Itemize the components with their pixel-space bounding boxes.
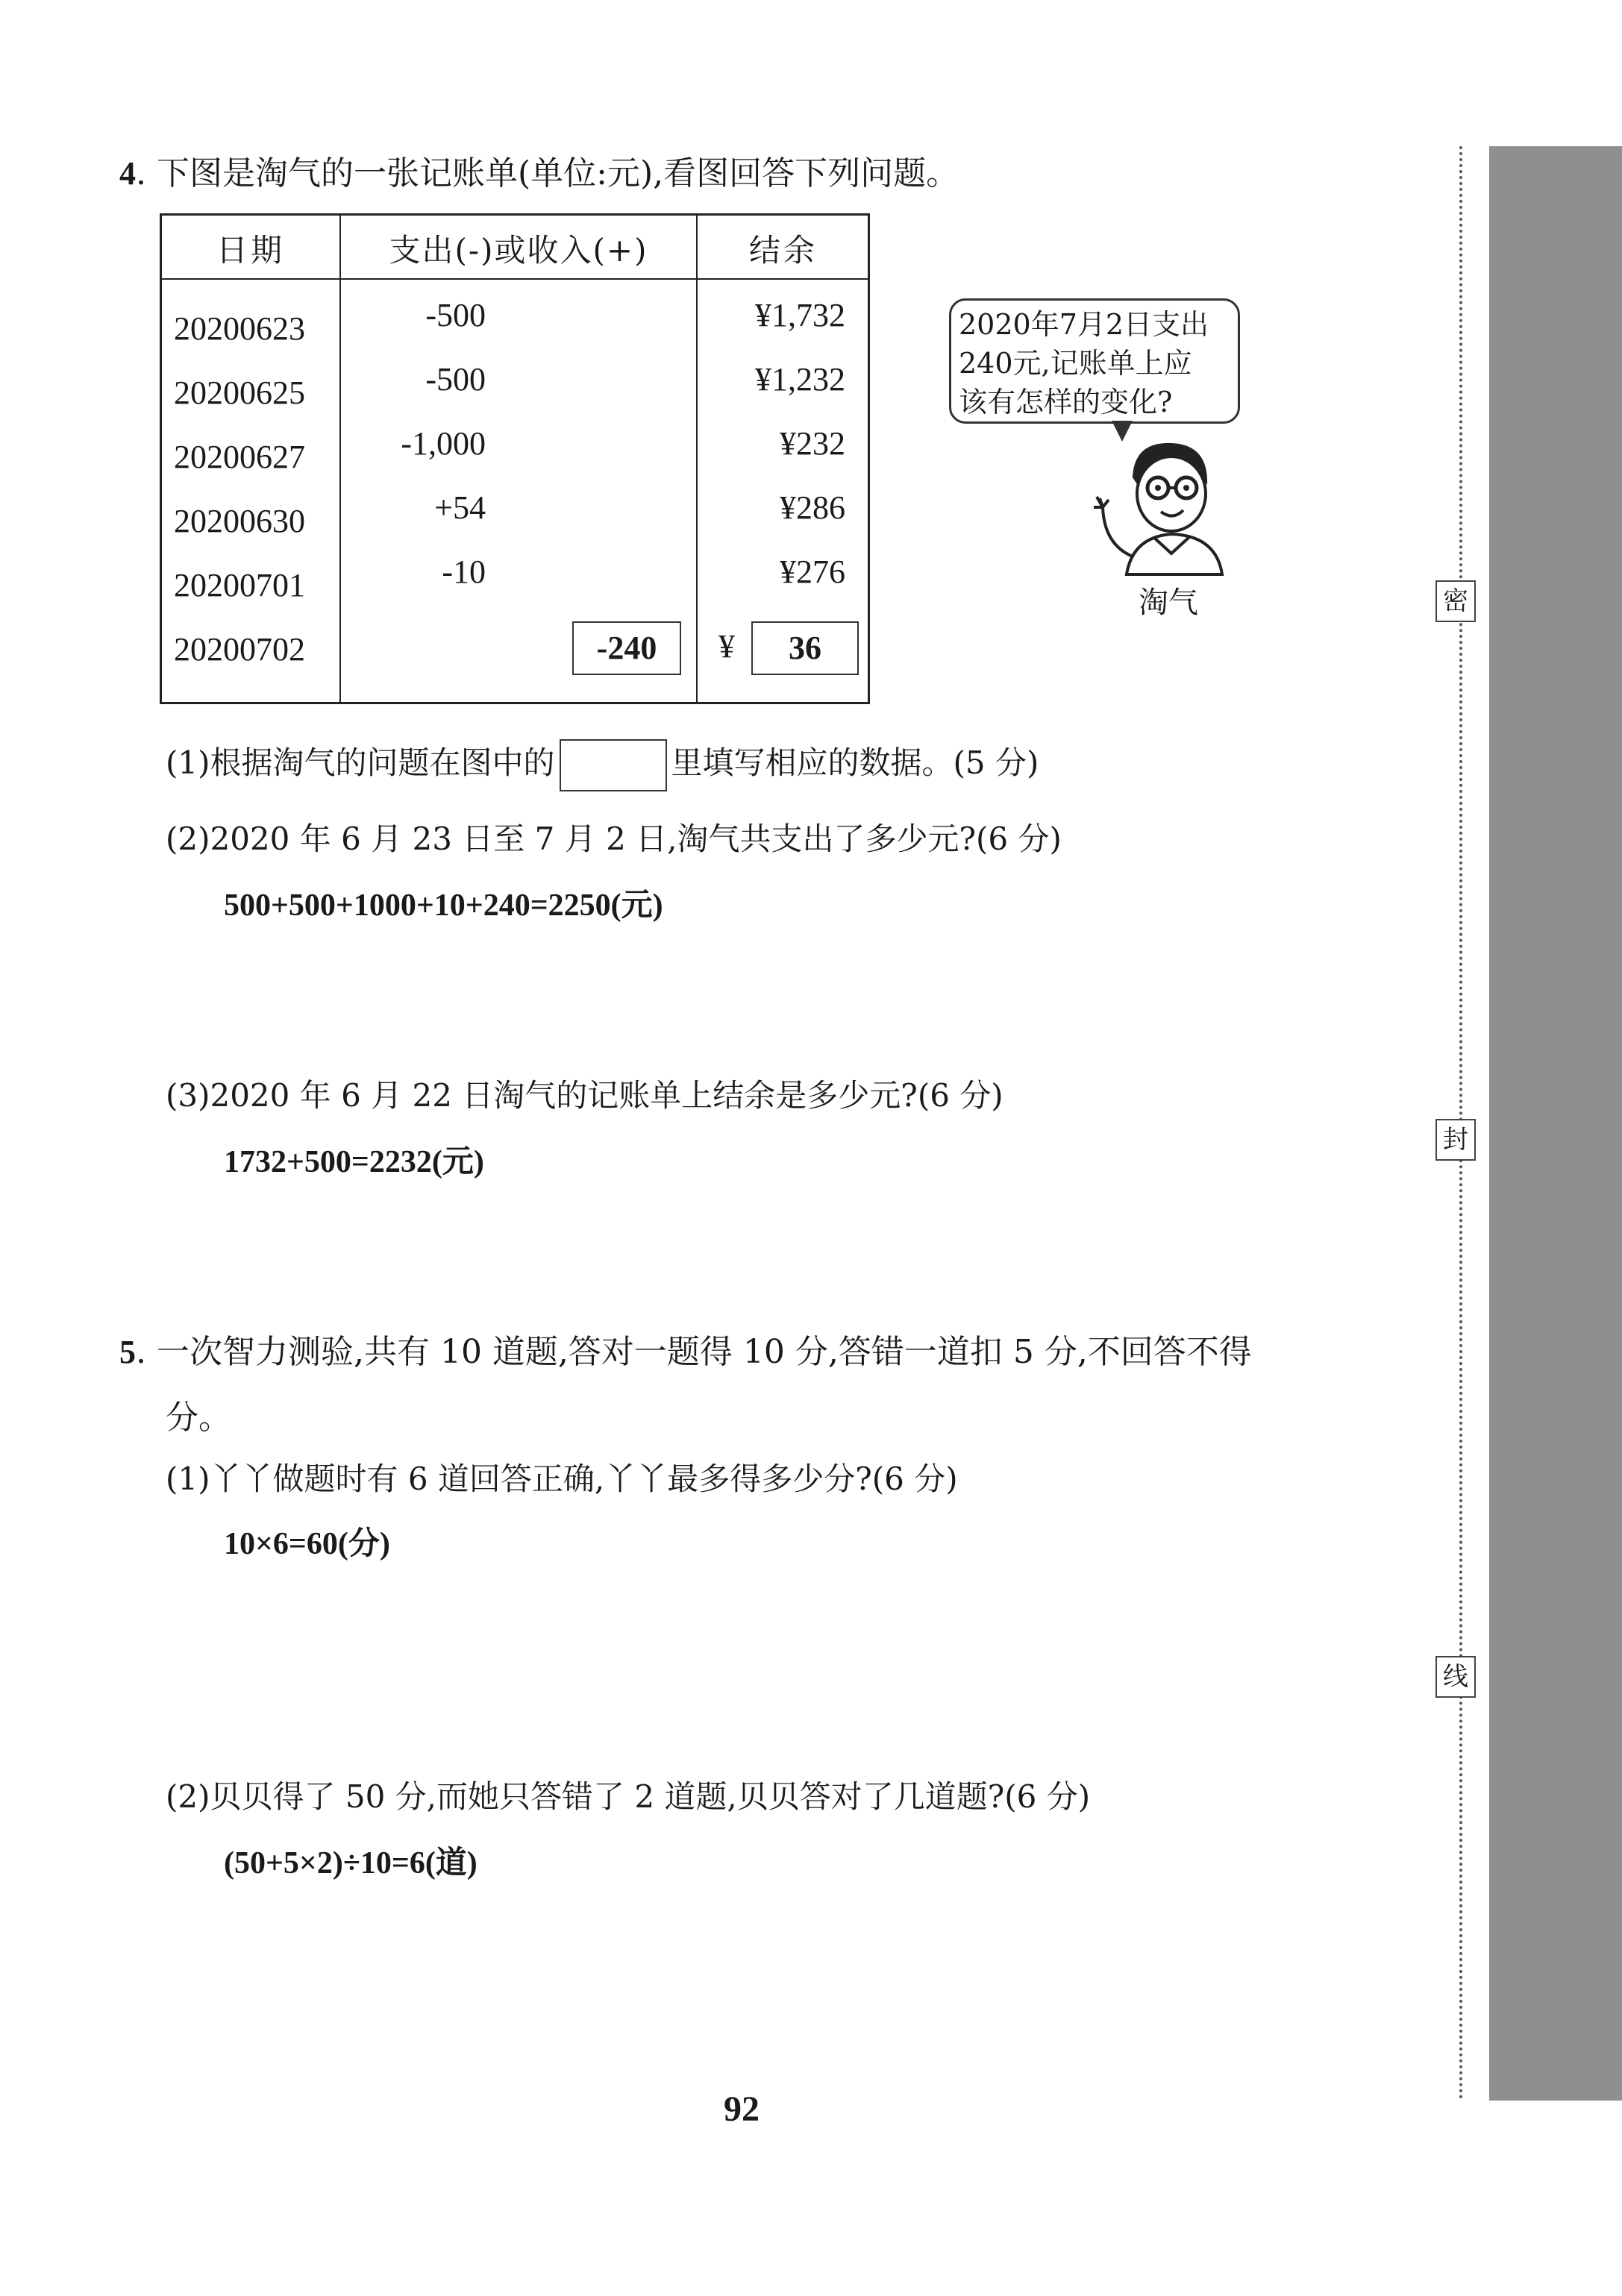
row-amount: -10 (442, 553, 486, 590)
taoqi-character-illustration (1089, 425, 1239, 589)
table-divider (339, 216, 341, 702)
q5-sub2: (2)贝贝得了 50 分,而她只答错了 2 道题,贝贝答对了几道题?(6 分) (166, 1778, 1091, 1815)
q4-title (119, 146, 959, 194)
q4-sub1 (166, 738, 1039, 791)
table-divider (696, 216, 698, 702)
row-date: 20200623 (174, 310, 305, 347)
row-date: 20200701 (174, 567, 305, 603)
q4-sub1-before: (1)根据淘气的问题在图中的 (166, 744, 555, 781)
q5-sub1-answer: 10×6=60(分) (224, 1527, 390, 1561)
row-amount: -1,000 (401, 425, 486, 462)
seal-mark-feng: 封 (1435, 1119, 1476, 1161)
balance-answer-box: 36 (751, 621, 859, 675)
q5-text-line1: . 一次智力测验,共有 10 道题,答对一题得 10 分,答错一道扣 5 分,不回答不得 (136, 1333, 1252, 1371)
bubble-line: 2020年7月2日支出 (959, 308, 1209, 341)
seal-mark-mi: 密 (1435, 580, 1476, 622)
character-name: 淘气 (1139, 586, 1198, 620)
bubble-line: 该有怎样的变化? (959, 386, 1173, 418)
q5-number: 5 (119, 1334, 136, 1370)
row-amount: -500 (425, 297, 486, 333)
row-balance: ¥276 (780, 553, 845, 590)
row-amount: +54 (434, 489, 486, 526)
q4-sub2: (2)2020 年 6 月 23 日至 7 月 2 日,淘气共支出了多少元?(6 分) (166, 821, 1062, 857)
q4-sub1-after: 里填写相应的数据。(5 分) (671, 744, 1039, 781)
header-date: 日期 (216, 232, 285, 269)
row-balance: ¥1,232 (755, 361, 845, 398)
amount-answer-box: -240 (572, 621, 681, 675)
q5-text-line2: 分。 (166, 1399, 231, 1437)
q4-sub3: (3)2020 年 6 月 22 日淘气的记账单上结余是多少元?(6 分) (166, 1077, 1003, 1114)
q4-sub2-answer: 500+500+1000+10+240=2250(元) (224, 888, 663, 923)
row-balance: ¥1,732 (755, 297, 845, 333)
row-balance: ¥232 (780, 425, 845, 462)
q4-text: . 下图是淘气的一张记账单(单位:元),看图回答下列问题。 (136, 154, 959, 192)
page-number: 92 (724, 2089, 760, 2129)
seal-mark-xian: 线 (1435, 1656, 1476, 1698)
gray-margin-band (1489, 146, 1622, 2101)
row-date: 20200625 (174, 374, 305, 411)
q4-number: 4 (119, 155, 136, 192)
row-date: 20200702 (174, 631, 305, 668)
bubble-line: 240元,记账单上应 (959, 347, 1192, 380)
q5-sub2-answer: (50+5×2)÷10=6(道) (224, 1846, 477, 1881)
header-amount: 支出(-)或收入(+) (389, 232, 648, 269)
row-date: 20200630 (174, 503, 305, 539)
speech-bubble (949, 298, 1240, 424)
q4-sub3-answer: 1732+500=2232(元) (224, 1145, 484, 1179)
currency-sign: ¥ (718, 628, 735, 665)
blank-box-sample (560, 739, 667, 791)
q5-sub1: (1)丫丫做题时有 6 道回答正确,丫丫最多得多少分?(6 分) (166, 1461, 958, 1497)
row-amount: -500 (425, 361, 486, 398)
row-balance: ¥286 (780, 489, 845, 526)
q5-title (119, 1325, 1252, 1373)
header-balance: 结余 (748, 232, 818, 269)
ledger-table (160, 213, 870, 704)
row-date: 20200627 (174, 439, 305, 475)
table-header-divider (162, 278, 868, 280)
